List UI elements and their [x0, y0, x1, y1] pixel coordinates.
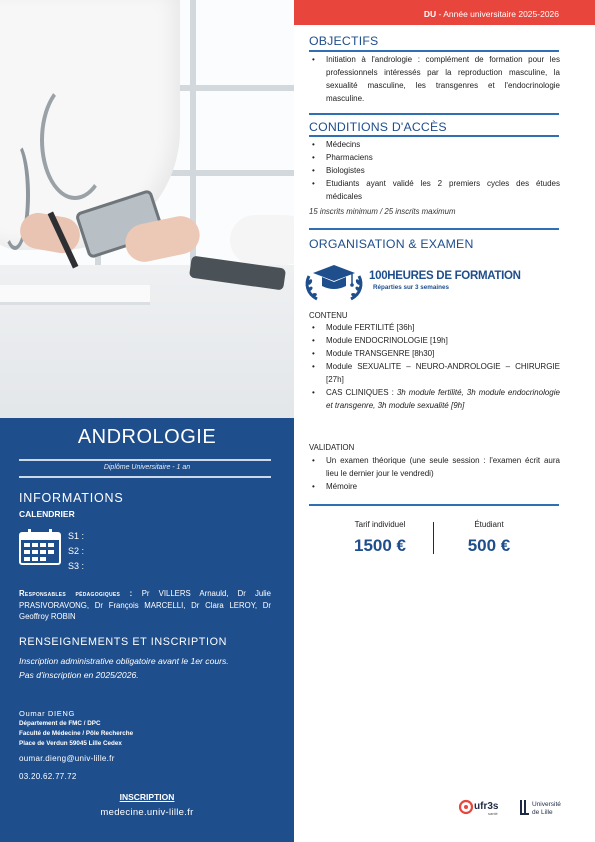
informations-heading: INFORMATIONS: [19, 491, 124, 505]
tarif-etudiant-value: 500 €: [467, 536, 511, 555]
academic-year: - Année universitaire 2025-2026: [438, 9, 559, 19]
ufr3s-logo: [459, 798, 509, 816]
responsables: [19, 588, 271, 623]
header-photo: [0, 0, 294, 418]
year-banner: [294, 0, 595, 25]
list-item: [309, 386, 560, 412]
section-divider: [309, 135, 559, 137]
capacity-note: 15 inscrits minimum / 25 inscrits maximum: [309, 207, 456, 216]
renseignements-line: Inscription administrative obligatoire avant le 1er cours.: [19, 656, 229, 666]
contenu-label: CONTENU: [309, 311, 348, 320]
hours-heading: 100HEURES DE FORMATION: [369, 270, 521, 282]
universite-lille-logo: [519, 798, 571, 818]
du-label: DU: [423, 9, 437, 19]
renseignements-text: [19, 654, 271, 682]
list-item: • Etudiants ayant validé les 2 premiers cycles des études médicales: [309, 177, 560, 203]
ufr-text: ufr3s: [474, 801, 499, 812]
contact-email-link[interactable]: oumar.dieng@univ-lille.fr: [19, 754, 115, 763]
organisation-heading: ORGANISATION & EXAMEN: [309, 237, 474, 251]
objectifs-heading: OBJECTIFS: [309, 34, 379, 48]
inscription-link[interactable]: INSCRIPTION: [119, 792, 175, 802]
divider: [19, 476, 271, 478]
graduation-cap-icon: [303, 262, 365, 302]
renseignements-heading: RENSEIGNEMENTS ET INSCRIPTION: [19, 636, 227, 648]
renseignements-line: Pas d'inscription en 2025/2026.: [19, 670, 139, 680]
section-divider: [309, 228, 559, 230]
semester-3: S3 :: [68, 561, 85, 571]
cas-text: 3h module fertilité, 3h module endocrinologie et transgenre, 3h module sexualité [9h]: [326, 388, 560, 410]
responsables-names: Pr VILLERS Arnauld, Dr Julie PRASIVORAVONG, Dr François MARCELLI, Dr Clara LEROY, Dr Geoffroy ROBIN: [19, 589, 272, 621]
section-divider: [309, 50, 559, 52]
list-item: • Module TRANSGENRE [8h30]: [309, 347, 560, 360]
list-item: • Médecins: [309, 138, 560, 151]
validation-list: [309, 454, 560, 493]
conditions-list: [309, 138, 560, 203]
contenu-list: [309, 321, 560, 412]
contact-name: Oumar DIENG: [19, 709, 75, 718]
left-info-panel: [0, 418, 294, 842]
tarif-individuel-value: 1500 €: [354, 536, 406, 555]
conditions-heading: CONDITIONS D'ACCÈS: [309, 120, 447, 134]
list-item: • Initiation à l'andrologie : complément de formation pour les professionnels intéressés par la reproduction masculine, la sexualité masculine, les transgenres et l'endocrinologie masculine.: [309, 53, 560, 105]
validation-label: VALIDATION: [309, 443, 355, 452]
list-item: • Mémoire: [309, 480, 560, 493]
objectifs-list: [309, 53, 560, 105]
price-divider: [433, 522, 434, 554]
website-link[interactable]: medecine.univ-lille.fr: [100, 807, 194, 818]
list-item: • Module SEXUALITE – NEURO-ANDROLOGIE – CHIRURGIE [27h]: [309, 360, 560, 386]
contact-phone: 03.20.62.77.72: [19, 772, 77, 781]
program-subtitle: Diplôme Universitaire - 1 an: [103, 464, 191, 471]
responsables-label: Responsables pédagogiques :: [19, 589, 133, 598]
program-title: ANDROLOGIE: [77, 426, 217, 448]
contact-line: Place de Verdun 59045 Lille Cedex: [19, 740, 122, 747]
semester-2: S2 :: [68, 546, 85, 556]
list-item: • Module ENDOCRINOLOGIE [19h]: [309, 334, 560, 347]
hours-sub: • Réparties sur 3 semaines: [356, 283, 556, 293]
section-divider: [309, 113, 559, 115]
ufr-sub: santé: [488, 811, 498, 816]
divider: [19, 459, 271, 461]
hours-sub-list: [356, 283, 556, 293]
list-item: • Module FERTILITÉ [36h]: [309, 321, 560, 334]
tarif-etudiant-label: Étudiant: [474, 520, 504, 529]
lille-text: de Lille: [532, 809, 553, 816]
cas-prefix: CAS CLINIQUES :: [326, 388, 394, 397]
section-divider: [309, 504, 559, 506]
calendrier-heading: CALENDRIER: [19, 509, 75, 519]
tarif-individuel-label: Tarif individuel: [354, 520, 406, 529]
list-item: • Biologistes: [309, 164, 560, 177]
calendar-icon: [19, 529, 61, 565]
universite-text: Université: [532, 801, 561, 808]
semester-1: S1 :: [68, 531, 85, 541]
list-item: • Pharmaciens: [309, 151, 560, 164]
contact-line: Département de FMC / DPC: [19, 720, 101, 727]
list-item: • Un examen théorique (une seule session : l'examen écrit aura lieu le dernier jour le vendredi): [309, 454, 560, 480]
contact-line: Faculté de Médecine / Pôle Recherche: [19, 730, 134, 737]
